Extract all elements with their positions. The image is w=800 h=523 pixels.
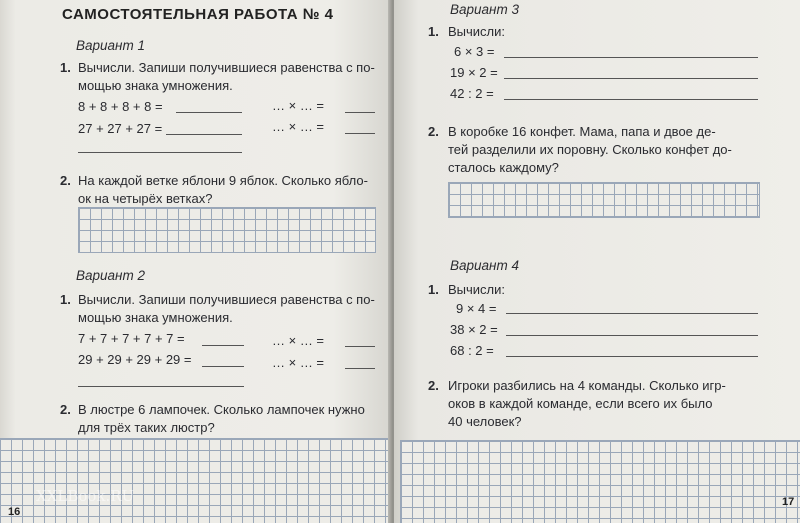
v2-expression-1: 7 + 7 + 7 + 7 + 7 =: [78, 331, 185, 346]
v3-task2-answer-grid[interactable]: [448, 182, 760, 218]
v4-task2-text-line1: Игроки разбились на 4 команды. Сколько игр-: [448, 378, 726, 393]
v4-task2-text-line2: оков в каждой команде, если всего их было: [448, 396, 713, 411]
v1-expression-1: 8 + 8 + 8 + 8 =: [78, 99, 163, 114]
v2-task1-text-line2: мощью знака умножения.: [78, 310, 233, 325]
v1-expression-2: 27 + 27 + 27 =: [78, 121, 163, 136]
v2-task2-answer-grid[interactable]: [0, 438, 389, 523]
v3-expression-1: 6 × 3 =: [454, 44, 495, 59]
v3-task2-text-line1: В коробке 16 конфет. Мама, папа и двое де-: [448, 124, 716, 139]
v4-expression-1: 9 × 4 =: [456, 301, 497, 316]
v3-answer-line-2[interactable]: [504, 78, 758, 79]
left-page: [0, 0, 392, 523]
v1-task2-answer-grid[interactable]: [78, 207, 376, 253]
page-number-right: 17: [782, 496, 795, 508]
v4-task1-number: 1.: [428, 282, 439, 297]
variant-2-heading: Вариант 2: [76, 268, 145, 283]
v1-answer-line-1[interactable]: [176, 112, 242, 113]
v3-task1-prompt: Вычисли:: [448, 24, 506, 39]
v1-task2-number: 2.: [60, 173, 71, 188]
v2-task2-text-line1: В люстре 6 лампочек. Сколько лампочек нужно: [78, 402, 365, 417]
v3-expression-2: 19 × 2 =: [450, 65, 498, 80]
v2-task1-text-line1: Вычисли. Запиши получившиеся равенства с по-: [78, 292, 375, 307]
v2-product-line-1[interactable]: [345, 346, 375, 347]
v4-answer-line-1[interactable]: [506, 313, 758, 314]
v3-task1-number: 1.: [428, 24, 439, 39]
v3-task2-text-line2: тей разделили их поровну. Сколько конфет до-: [448, 142, 732, 157]
v1-task1-text-line2: мощью знака умножения.: [78, 78, 233, 93]
v4-answer-line-3[interactable]: [506, 356, 758, 357]
v2-task1-number: 1.: [60, 292, 71, 307]
v4-task2-text-line3: 40 человек?: [448, 414, 522, 429]
v2-answer-line-2[interactable]: [202, 366, 244, 367]
v2-task2-text-line2: для трёх таких люстр?: [78, 420, 215, 435]
v1-task1-number: 1.: [60, 60, 71, 75]
v4-expression-3: 68 : 2 =: [450, 343, 494, 358]
v1-task2-text-line2: ок на четырёх ветках?: [78, 191, 213, 206]
v1-extra-answer-line[interactable]: [78, 152, 242, 153]
page-title: САМОСТОЯТЕЛЬНАЯ РАБОТА № 4: [62, 6, 334, 23]
v1-answer-line-2[interactable]: [166, 134, 242, 135]
v3-task2-text-line3: сталось каждому?: [448, 160, 559, 175]
v4-task1-prompt: Вычисли:: [448, 282, 506, 297]
v2-expression-2: 29 + 29 + 29 + 29 =: [78, 352, 192, 367]
v1-product-line-2[interactable]: [345, 133, 375, 134]
watermark-text: XXLBook.RU: [36, 487, 135, 505]
v4-answer-line-2[interactable]: [506, 335, 758, 336]
v2-multiplication-blank-2: … × … =: [272, 355, 325, 370]
v1-product-line-1[interactable]: [345, 112, 375, 113]
v1-task2-text-line1: На каждой ветке яблони 9 яблок. Сколько ябло-: [78, 173, 368, 188]
v1-multiplication-blank-2: … × … =: [272, 119, 325, 134]
variant-4-heading: Вариант 4: [450, 258, 519, 273]
v3-answer-line-1[interactable]: [504, 57, 758, 58]
v2-answer-line-1[interactable]: [202, 345, 244, 346]
v2-product-line-2[interactable]: [345, 368, 375, 369]
v4-task2-number: 2.: [428, 378, 439, 393]
v4-task2-answer-grid[interactable]: [400, 440, 800, 523]
page-number-left: 16: [8, 506, 21, 518]
right-page: [394, 0, 800, 523]
v2-task2-number: 2.: [60, 402, 71, 417]
v1-multiplication-blank-1: … × … =: [272, 98, 325, 113]
v3-expression-3: 42 : 2 =: [450, 86, 494, 101]
v2-multiplication-blank-1: … × … =: [272, 333, 325, 348]
v3-task2-number: 2.: [428, 124, 439, 139]
v1-task1-text-line1: Вычисли. Запиши получившиеся равенства с по-: [78, 60, 375, 75]
variant-1-heading: Вариант 1: [76, 38, 145, 53]
v4-expression-2: 38 × 2 =: [450, 322, 498, 337]
variant-3-heading: Вариант 3: [450, 2, 519, 17]
v3-answer-line-3[interactable]: [504, 99, 758, 100]
v2-extra-answer-line[interactable]: [78, 386, 244, 387]
